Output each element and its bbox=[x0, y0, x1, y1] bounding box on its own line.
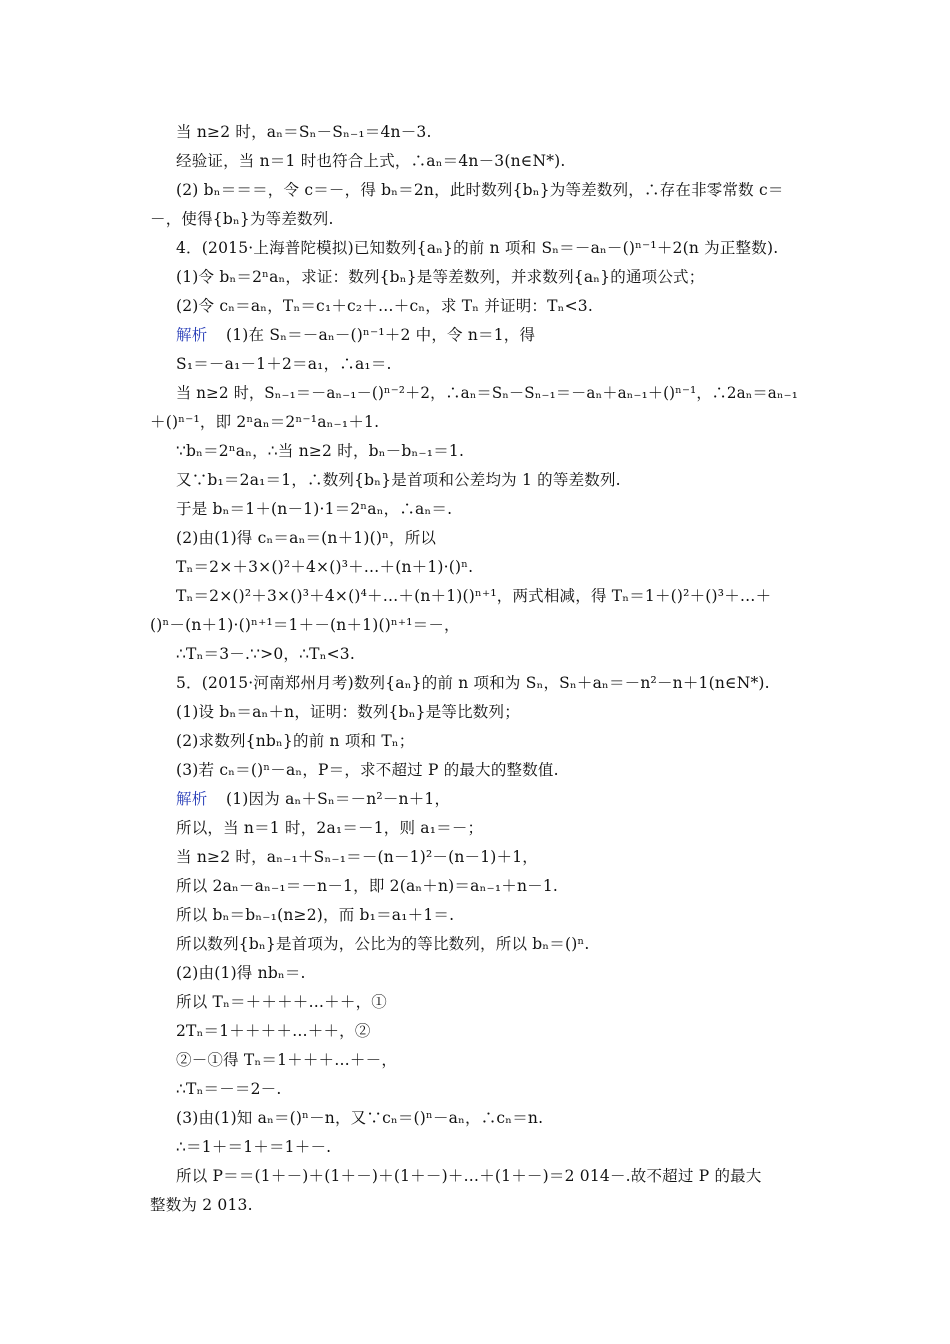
line-text: ＋()ⁿ⁻¹，即 2ⁿaₙ＝2ⁿ⁻¹aₙ₋₁＋1. bbox=[150, 413, 380, 431]
line-text: －，使得{bₙ}为等差数列. bbox=[150, 210, 334, 228]
line-text: (3)由(1)知 aₙ＝()ⁿ－n，又∵cₙ＝()ⁿ－aₙ，∴cₙ＝n. bbox=[176, 1109, 544, 1127]
text-line bbox=[0, 466, 950, 494]
line-text: 5．(2015·河南郑州月考)数列{aₙ}的前 n 项和为 Sₙ，Sₙ＋aₙ＝－n²－n＋1(n∈N*). bbox=[176, 674, 770, 692]
line-text: (2)由(1)得 nbₙ＝. bbox=[176, 964, 306, 982]
text-line bbox=[0, 205, 950, 233]
line-text: 所以 Tₙ＝＋＋＋＋…＋＋，① bbox=[176, 993, 387, 1011]
line-text: ∴＝1＋＝1＋＝1＋－. bbox=[176, 1138, 332, 1156]
text-line bbox=[0, 959, 950, 987]
text-line bbox=[0, 1104, 950, 1132]
line-text: 4．(2015·上海普陀模拟)已知数列{aₙ}的前 n 项和 Sₙ＝－aₙ－()ⁿ⁻¹＋2(n 为正整数). bbox=[176, 239, 779, 257]
line-text: ∴Tₙ＝－＝2－. bbox=[176, 1080, 282, 1098]
line-text: 所以，当 n＝1 时，2a₁＝－1，则 a₁＝－； bbox=[176, 819, 484, 837]
line-text: (1)设 bₙ＝aₙ＋n，证明：数列{bₙ}是等比数列； bbox=[176, 703, 520, 721]
text-line bbox=[0, 843, 950, 871]
text-line bbox=[0, 930, 950, 958]
problem-4-heading bbox=[0, 234, 950, 262]
text-line bbox=[0, 176, 950, 204]
line-text: ()ⁿ－(n＋1)·()ⁿ⁺¹＝1＋－(n＋1)()ⁿ⁺¹＝－， bbox=[150, 616, 460, 634]
text-line bbox=[0, 553, 950, 581]
line-text: 又∵b₁＝2a₁＝1，∴数列{bₙ}是首项和公差均为 1 的等差数列. bbox=[176, 471, 621, 489]
line-text: 2Tₙ＝1＋＋＋＋…＋＋，② bbox=[176, 1022, 371, 1040]
text-line bbox=[0, 1133, 950, 1161]
text-line bbox=[0, 321, 950, 349]
text-line bbox=[0, 698, 950, 726]
line-text: (2)求数列{nbₙ}的前 n 项和 Tₙ； bbox=[176, 732, 415, 750]
line-text: 当 n≥2 时，aₙ₋₁＋Sₙ₋₁＝－(n－1)²－(n－1)＋1， bbox=[176, 848, 538, 866]
text-line bbox=[0, 118, 950, 146]
analysis-label: 解析 bbox=[176, 790, 208, 808]
line-text: 所以 2aₙ－aₙ₋₁＝－n－1，即 2(aₙ＋n)＝aₙ₋₁＋n－1. bbox=[176, 877, 559, 895]
text-line bbox=[0, 582, 950, 610]
line-text: ∴Tₙ＝3－.∵>0，∴Tₙ<3. bbox=[176, 645, 355, 663]
line-text: 经验证，当 n＝1 时也符合上式，∴aₙ＝4n－3(n∈N*). bbox=[176, 152, 566, 170]
text-line bbox=[0, 1162, 950, 1190]
text-line bbox=[0, 611, 950, 639]
line-text: 所以 bₙ＝bₙ₋₁(n≥2)，而 b₁＝a₁＋1＝. bbox=[176, 906, 455, 924]
text-line bbox=[0, 988, 950, 1016]
text-line bbox=[0, 756, 950, 784]
text-line bbox=[0, 814, 950, 842]
line-text: 所以 P＝＝(1＋－)＋(1＋－)＋(1＋－)＋…＋(1＋－)＝2 014－.故不超过 P 的最大 bbox=[176, 1167, 762, 1185]
text-line bbox=[0, 1191, 950, 1219]
text-line bbox=[0, 350, 950, 378]
text-line bbox=[0, 408, 950, 436]
text-line bbox=[0, 1046, 950, 1074]
line-text: (1)令 bₙ＝2ⁿaₙ，求证：数列{bₙ}是等差数列，并求数列{aₙ}的通项公式； bbox=[176, 268, 705, 286]
line-text: 所以数列{bₙ}是首项为，公比为的等比数列，所以 bₙ＝()ⁿ. bbox=[176, 935, 590, 953]
text-line bbox=[0, 872, 950, 900]
line-text: ②－①得 Tₙ＝1＋＋＋…＋－， bbox=[176, 1051, 398, 1069]
text-line bbox=[0, 379, 950, 407]
text-line bbox=[0, 1075, 950, 1103]
text-line bbox=[0, 263, 950, 291]
text-line bbox=[0, 437, 950, 465]
line-text: ∵bₙ＝2ⁿaₙ，∴当 n≥2 时，bₙ－bₙ₋₁＝1. bbox=[176, 442, 465, 460]
line-text: S₁＝－a₁－1＋2＝a₁，∴a₁＝. bbox=[176, 355, 392, 373]
line-text: 当 n≥2 时，Sₙ₋₁＝－aₙ₋₁－()ⁿ⁻²＋2，∴aₙ＝Sₙ－Sₙ₋₁＝－aₙ＋aₙ₋₁＋()ⁿ⁻¹，∴2aₙ＝aₙ₋₁ bbox=[176, 384, 799, 402]
text-line bbox=[0, 292, 950, 320]
text-line bbox=[0, 901, 950, 929]
line-text: (1)在 Sₙ＝－aₙ－()ⁿ⁻¹＋2 中，令 n＝1，得 bbox=[226, 326, 536, 344]
line-text: (2)令 cₙ＝aₙ，Tₙ＝c₁＋c₂＋…＋cₙ，求 Tₙ 并证明：Tₙ<3. bbox=[176, 297, 593, 315]
text-line bbox=[0, 524, 950, 552]
text-line bbox=[0, 727, 950, 755]
line-text: (3)若 cₙ＝()ⁿ－aₙ，P＝，求不超过 P 的最大的整数值. bbox=[176, 761, 559, 779]
text-line bbox=[0, 1017, 950, 1045]
text-line bbox=[0, 495, 950, 523]
text-line bbox=[0, 785, 950, 813]
text-line bbox=[0, 640, 950, 668]
line-text: (2) bₙ＝＝＝，令 c＝－，得 bₙ＝2n，此时数列{bₙ}为等差数列，∴存在非零常数 c＝ bbox=[176, 181, 784, 199]
line-text: (2)由(1)得 cₙ＝aₙ＝(n＋1)()ⁿ，所以 bbox=[176, 529, 437, 547]
line-text: 当 n≥2 时，aₙ＝Sₙ－Sₙ₋₁＝4n－3. bbox=[176, 123, 432, 141]
analysis-label: 解析 bbox=[176, 326, 208, 344]
problem-5-heading bbox=[0, 669, 950, 697]
line-text: (1)因为 aₙ＋Sₙ＝－n²－n＋1， bbox=[226, 790, 451, 808]
line-text: 整数为 2 013. bbox=[150, 1196, 253, 1214]
text-line bbox=[0, 147, 950, 175]
line-text: Tₙ＝2×()²＋3×()³＋4×()⁴＋…＋(n＋1)()ⁿ⁺¹，两式相减，得 Tₙ＝1＋()²＋()³＋…＋ bbox=[176, 587, 772, 605]
line-text: Tₙ＝2×＋3×()²＋4×()³＋…＋(n＋1)·()ⁿ. bbox=[176, 558, 474, 576]
line-text: 于是 bₙ＝1＋(n－1)·1＝2ⁿaₙ，∴aₙ＝. bbox=[176, 500, 453, 518]
